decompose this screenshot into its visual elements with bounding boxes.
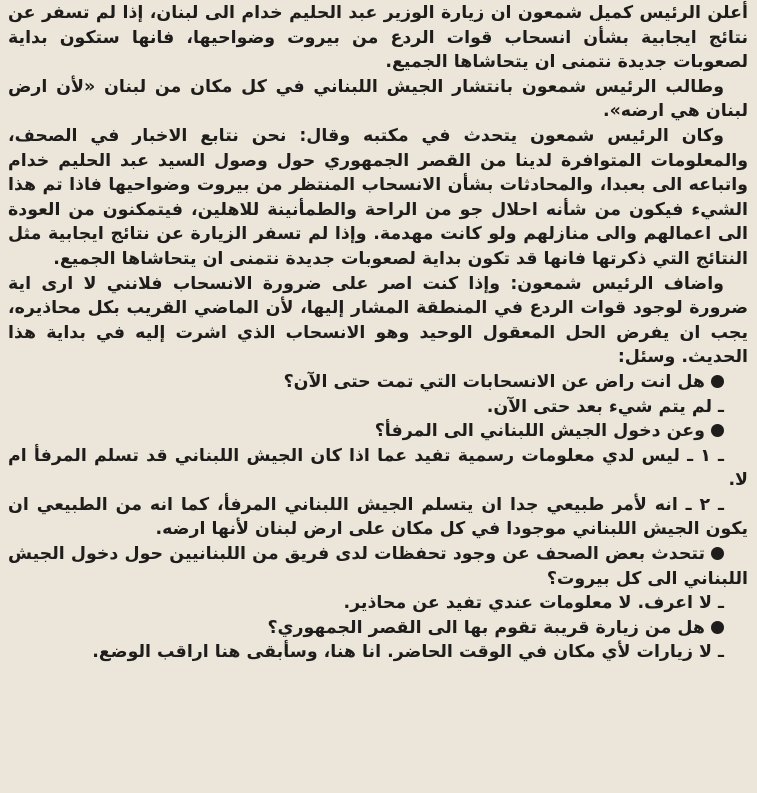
interview-question bbox=[8, 542, 748, 591]
bullet-icon bbox=[711, 424, 724, 437]
article-paragraph: وكان الرئيس شمعون يتحدث في مكتبه وقال: نحن نتابع الاخبار في الصحف، والمعلومات المتوافرة لدينا من القصر الجمهوري حول وصول السيد عبد الحليم خدام واتباعه الى بعبدا، والمحادثات بشأن الانسحاب المنتظر من بيروت وضواحيها فاذا تم هذا الشيء فيكون من شأنه احلال جو من الراحة والطمأنينة للاهلين، فيتمكنون من العودة الى اعمالهم والى منازلهم ولو كانت مهدمة. وإذا لم تسفر الزيارة عن نتائج ايجابية مثل النتائج التي ذكرتها فانها قد تكون بداية لصعوبات جديدة نتمنى ان يتحاشاها الجميع. bbox=[8, 125, 748, 269]
question-text: هل انت راض عن الانسحابات التي تمت حتى الآن؟ bbox=[283, 371, 705, 392]
interview-answer: ـ ٢ ـ انه لأمر طبيعي جدا ان يتسلم الجيش اللبناني المرفأ، كما انه من الطبيعي ان يكون الجيش اللبناني موجودا في كل مكان على ارض لبنان لأنها ارضه. bbox=[8, 494, 748, 540]
question-text: تتحدث بعض الصحف عن وجود تحفظات لدى فريق من اللبنانيين حول دخول الجيش اللبناني الى كل بيروت؟ bbox=[8, 544, 748, 589]
interview-question bbox=[8, 419, 748, 444]
article-paragraph: واضاف الرئيس شمعون: وإذا كنت اصر على ضرورة الانسحاب فلانني لا ارى اية ضرورة لوجود قوات الردع في المنطقة المشار إليها، لأن الماضي القريب بكل محاذيره، يجب ان يفرض الحل المعقول الوحيد وهو الانسحاب الذي اشرت إليه في بداية هذا الحديث. وسئل: bbox=[8, 273, 748, 368]
interview-answer: ـ لم يتم شيء بعد حتى الآن. bbox=[486, 396, 724, 417]
article-paragraph: وطالب الرئيس شمعون بانتشار الجيش اللبناني في كل مكان من لبنان «لأن ارض لبنان هي ارضه». bbox=[8, 76, 748, 122]
interview-answer: ـ لا اعرف. لا معلومات عندي تفيد عن محاذير. bbox=[343, 593, 724, 614]
interview-answer: ـ ١ ـ ليس لدي معلومات رسمية تفيد عما اذا كان الجيش اللبناني قد تسلم المرفأ ام لا. bbox=[8, 445, 748, 491]
interview-question bbox=[8, 616, 748, 641]
interview-answer: ـ لا زيارات لأي مكان في الوقت الحاضر. انا هنا، وسأبقى هنا اراقب الوضع. bbox=[92, 642, 724, 663]
article-paragraph: أعلن الرئيس كميل شمعون ان زيارة الوزير عبد الحليم خدام الى لبنان، إذا لم تسفر عن نتائج ايجابية بشأن انسحاب قوات الردع من بيروت وضواحيها، فانها ستكون بداية لصعوبات جديدة نتمنى ان يتحاشاها الجميع. bbox=[8, 3, 748, 73]
bullet-icon bbox=[711, 375, 724, 388]
question-text: هل من زيارة قريبة تقوم بها الى القصر الجمهوري؟ bbox=[267, 617, 705, 638]
bullet-icon bbox=[711, 547, 724, 560]
bullet-icon bbox=[711, 621, 724, 634]
interview-question bbox=[8, 370, 748, 395]
question-text: وعن دخول الجيش اللبناني الى المرفأ؟ bbox=[374, 421, 705, 442]
article-column bbox=[8, 1, 748, 665]
